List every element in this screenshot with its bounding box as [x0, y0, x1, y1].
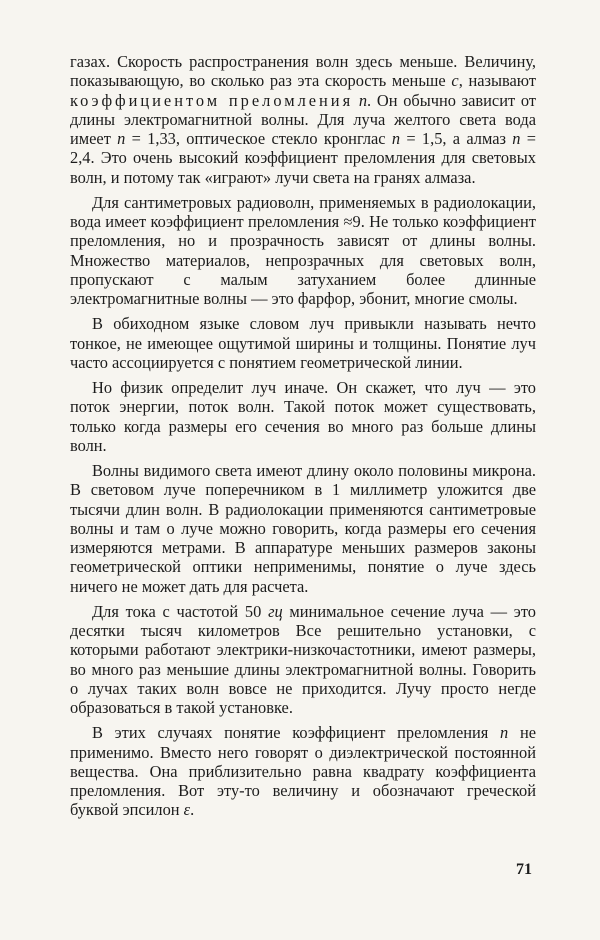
variable-n: n — [512, 129, 521, 148]
paragraph-6 — [70, 602, 536, 718]
page-body — [70, 52, 536, 820]
text: газах. Скорость распространения волн здесь меньше. Величину, показывающую, во сколько раз эта скорость меньше — [70, 52, 536, 91]
text: В этих случаях понятие коэффициент преломления — [92, 723, 501, 743]
variable-n: n — [117, 129, 126, 148]
text: . — [190, 800, 195, 820]
text: , называют — [458, 71, 536, 91]
term-refraction-index: коэффициентом преломления — [70, 90, 354, 110]
text: = 1,33, оптическое стекло кронглас — [125, 129, 392, 148]
paragraph-7 — [70, 723, 536, 819]
paragraph-1 — [70, 52, 536, 187]
text: минимальное сечение луча — это десятки тысяч километров Все решительно установки, с которыми работают электрики-низкочастотники, имеют размеры, во много раз меньшие длины электромагнитной волны. Говорить о лучах таких волн вовсе не приходится. Лучу просто негде образоваться в такой установке. — [70, 601, 536, 717]
variable-n: n — [358, 90, 368, 110]
variable-n: n — [391, 129, 401, 148]
symbol-epsilon: ε — [183, 800, 191, 820]
variable-n: n — [500, 723, 509, 743]
unit-hz: гц — [268, 601, 283, 621]
page-number: 71 — [516, 861, 532, 878]
paragraph-2: Для сантиметровых радиоволн, применяемых в радиолокации, вода имеет коэффициент преломления ≈9. Не только коэффициент преломления, но и прозрачность зависят от длины волны. Множество материалов, непрозрачных для световых волн, пропускают с малым затуханием более длинные электромагнитные волны — это фарфор, эбонит, многие смолы. — [70, 192, 536, 308]
text: = 2,4. Это очень высокий коэффициент преломления для световых волн, и потому так «играют» лучи света на гранях алмаза. — [70, 129, 536, 187]
paragraph-3: В обиходном языке словом луч привыкли называть нечто тонкое, не имеющее ощутимой ширины и толщины. Понятие луч часто ассоциируется с понятием геометрической линии. — [70, 314, 536, 372]
variable-c: c — [451, 71, 459, 91]
text: = 1,5, а алмаз — [400, 129, 513, 148]
text: не применимо. Вместо него говорят о диэлектрической постоянной вещества. Она приблизительно равна квадрату коэффициента преломления. Вот эту-то величину и обозначают греческой буквой эпсилон — [70, 723, 536, 820]
paragraph-5: Волны видимого света имеют длину около половины микрона. В световом луче поперечником в 1 миллиметр уложится две тысячи длин волн. В радиолокации применяются сантиметровые волны и там о луче можно говорить, когда размеры его сечения измеряются метрами. В аппаратуре меньших размеров законы геометрической оптики неприменимы, понятие о луче здесь ничего не может дать для расчета. — [70, 461, 536, 596]
text: . Он обычно зависит от длины электромагнитной волны. Для луча желтого света вода имеет — [70, 90, 537, 148]
text: Для тока с частотой 50 — [92, 601, 269, 621]
paragraph-4: Но физик определит луч иначе. Он скажет, что луч — это поток энергии, поток волн. Такой поток может существовать, только когда размеры его сечения во много раз больше длины волн. — [70, 378, 536, 455]
